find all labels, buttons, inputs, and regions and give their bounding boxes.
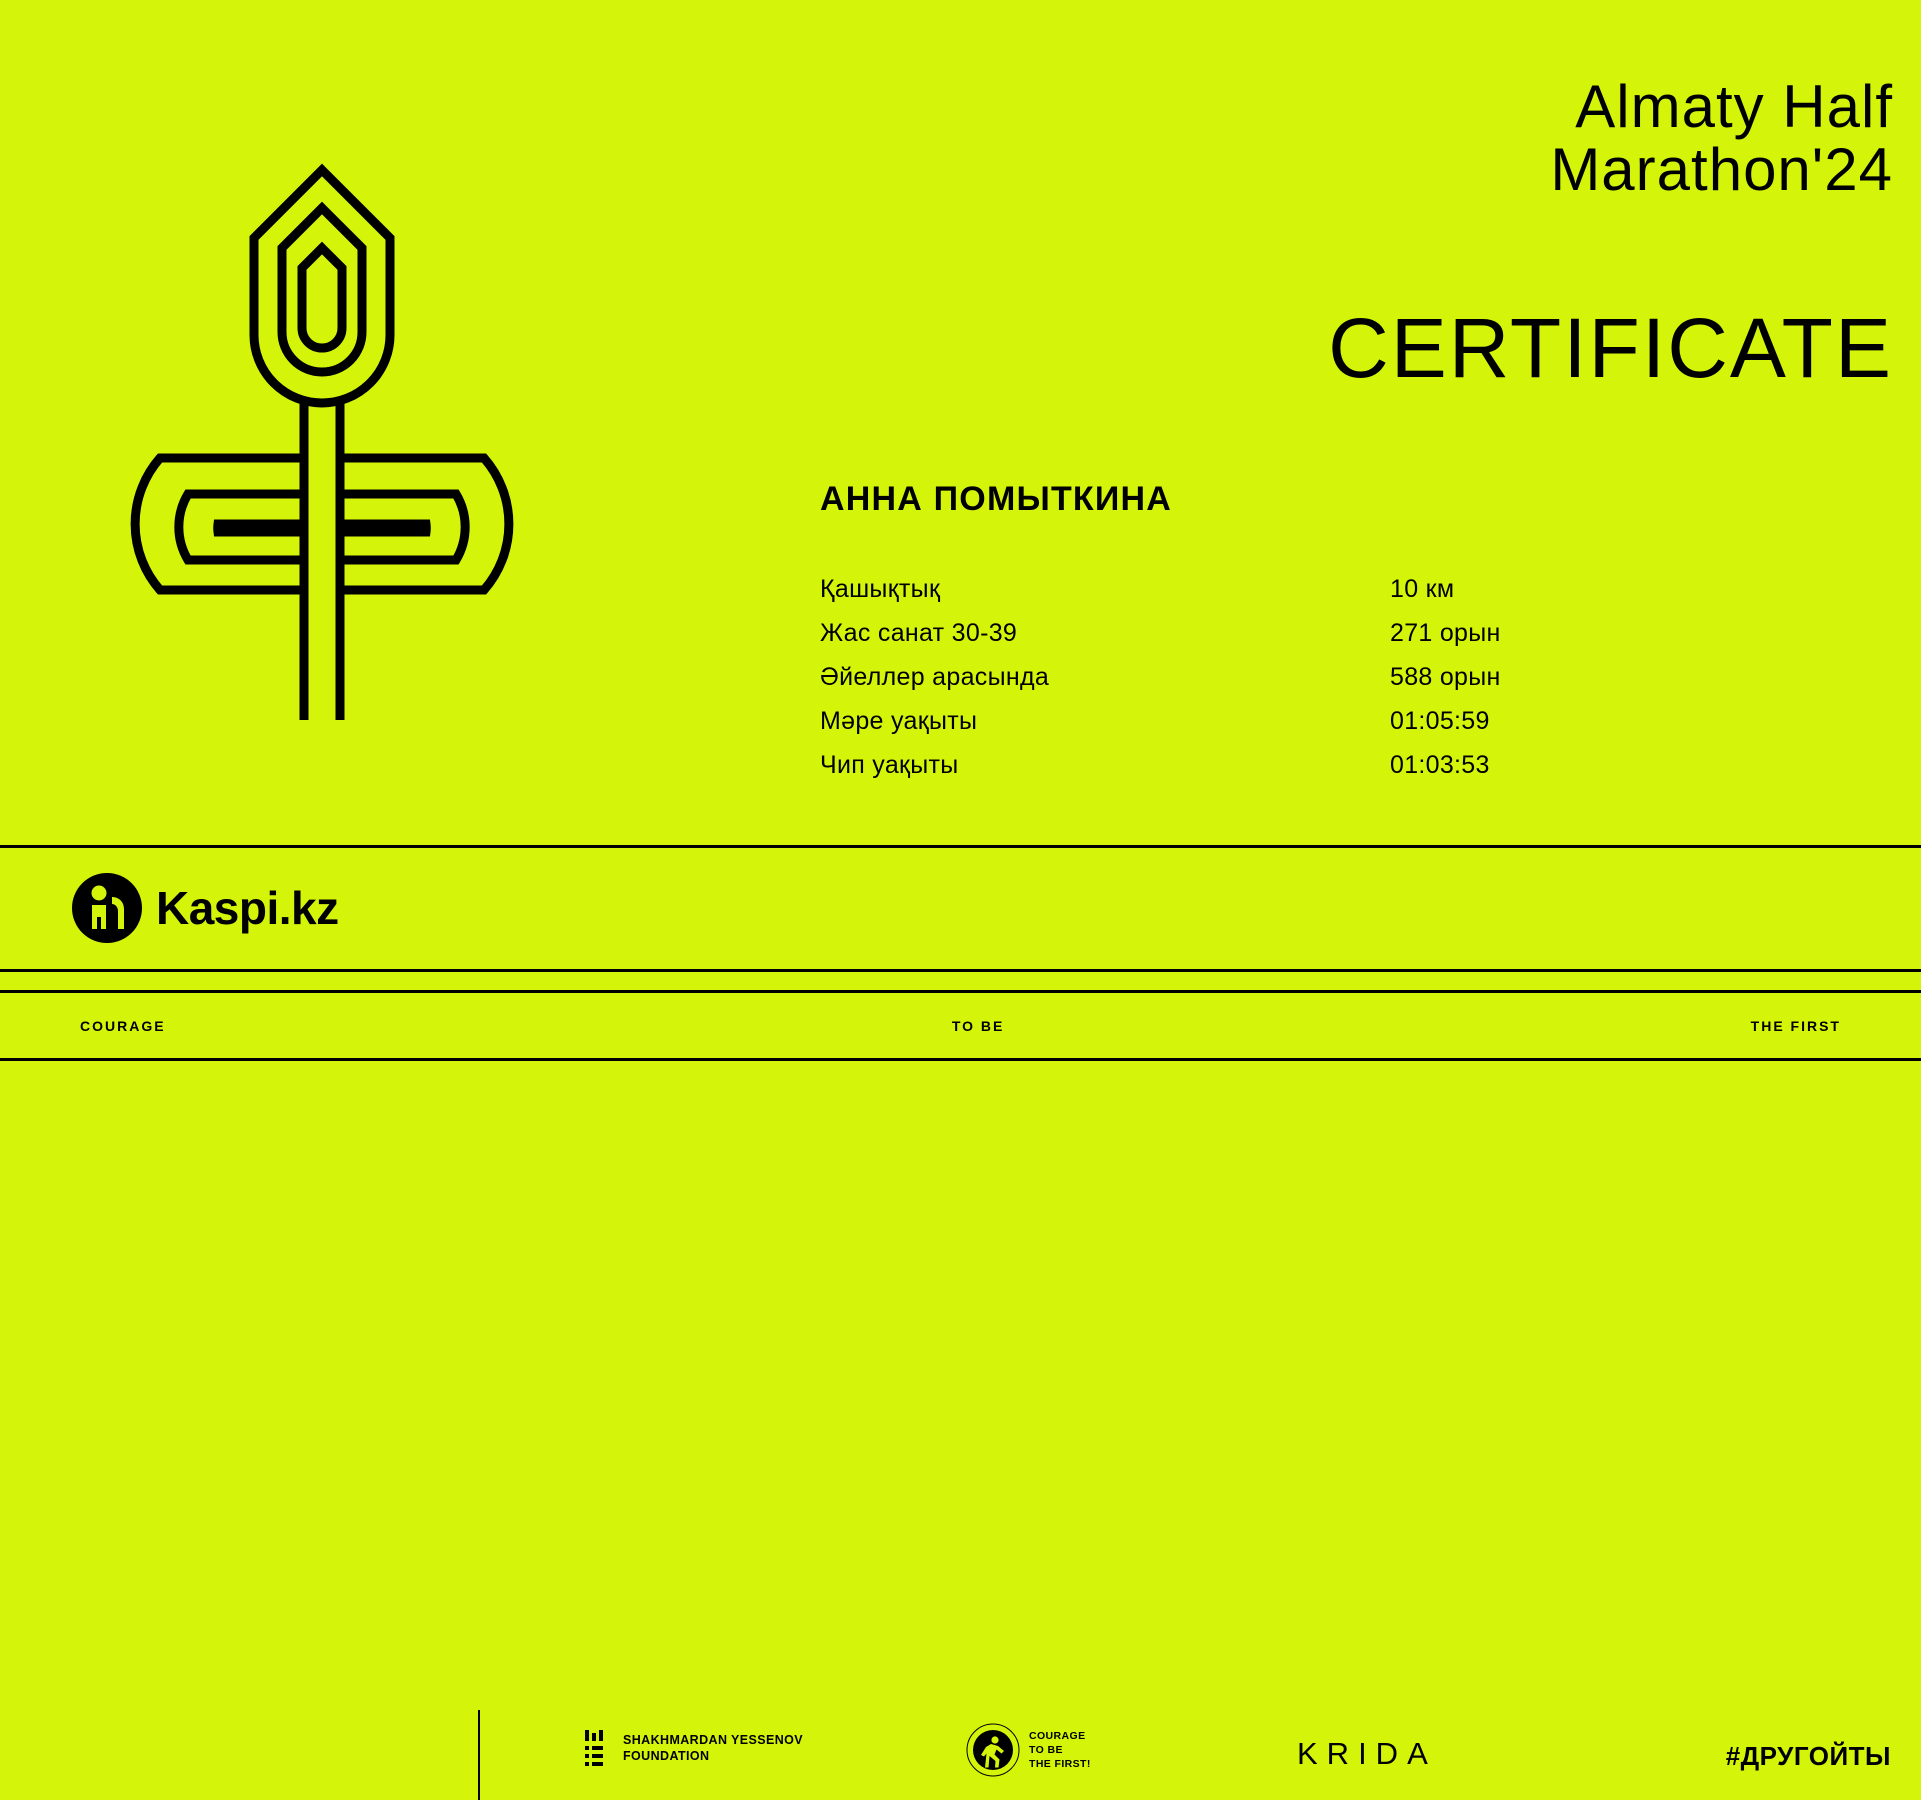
result-label: Чип уақыты <box>820 751 959 779</box>
yessenov-bars-icon <box>585 1730 611 1768</box>
slogan-left: COURAGE <box>80 1017 166 1034</box>
yessenov-line1: SHAKHMARDAN YESSENOV <box>623 1733 804 1748</box>
result-row <box>820 751 1580 780</box>
divider-slogan-top <box>0 969 1921 972</box>
corporate-fund-line1: COURAGE <box>1029 1729 1086 1742</box>
result-label: Мәре уақыты <box>820 707 978 735</box>
result-value: 01:03:53 <box>1390 751 1490 779</box>
event-title-line1: Almaty Half <box>1575 73 1893 140</box>
corporate-fund-wordmark <box>1029 1729 1091 1772</box>
result-row <box>820 663 1580 692</box>
yessenov-wordmark <box>623 1733 803 1764</box>
result-row <box>820 707 1580 736</box>
corporate-fund-runner-icon <box>965 1722 1021 1778</box>
sponsor-drugoyty: #ДРУГОЙТЫ <box>1725 1741 1891 1771</box>
result-label: Жас санат 30-39 <box>820 619 1018 647</box>
certificate-main-area <box>0 0 1921 845</box>
result-row <box>820 619 1580 648</box>
kaspi-wordmark: Kaspi.kz <box>156 882 339 934</box>
event-title-line2: Marathon'24 <box>1550 136 1893 203</box>
result-value: 01:05:59 <box>1390 707 1490 735</box>
divider-bottom <box>0 1058 1921 1061</box>
result-value: 271 орын <box>1390 619 1501 647</box>
sponsor-krida: KRIDA <box>1297 1736 1437 1771</box>
slogan-right: THE FIRST <box>1750 1017 1841 1034</box>
slogan-strip <box>0 993 1921 1058</box>
sponsor-yessenov <box>585 1730 803 1768</box>
result-label: Қашықтық <box>820 575 941 603</box>
sponsor-kaspi <box>72 873 339 943</box>
result-value: 588 орын <box>1390 663 1501 691</box>
corporate-fund-line3: THE FIRST! <box>1029 1758 1091 1771</box>
results-table <box>820 575 1580 795</box>
sponsor-divider <box>478 1710 480 1800</box>
result-label: Әйеллер арасында <box>820 663 1050 691</box>
sponsor-strip <box>0 848 1921 1771</box>
result-row <box>820 575 1580 604</box>
athlete-name: АННА ПОМЫТКИНА <box>820 480 1173 518</box>
result-value: 10 км <box>1390 575 1455 603</box>
corporate-fund-line2: TO BE <box>1029 1743 1063 1756</box>
tulip-emblem-icon <box>60 160 580 730</box>
certificate-heading: CERTIFICATE <box>1328 301 1893 395</box>
sponsor-corporate-fund <box>965 1722 1091 1778</box>
slogan-middle: TO BE <box>951 1017 1005 1034</box>
kaspi-logo-icon <box>72 873 142 943</box>
yessenov-line2: FOUNDATION <box>623 1749 710 1763</box>
event-title <box>1550 75 1893 201</box>
